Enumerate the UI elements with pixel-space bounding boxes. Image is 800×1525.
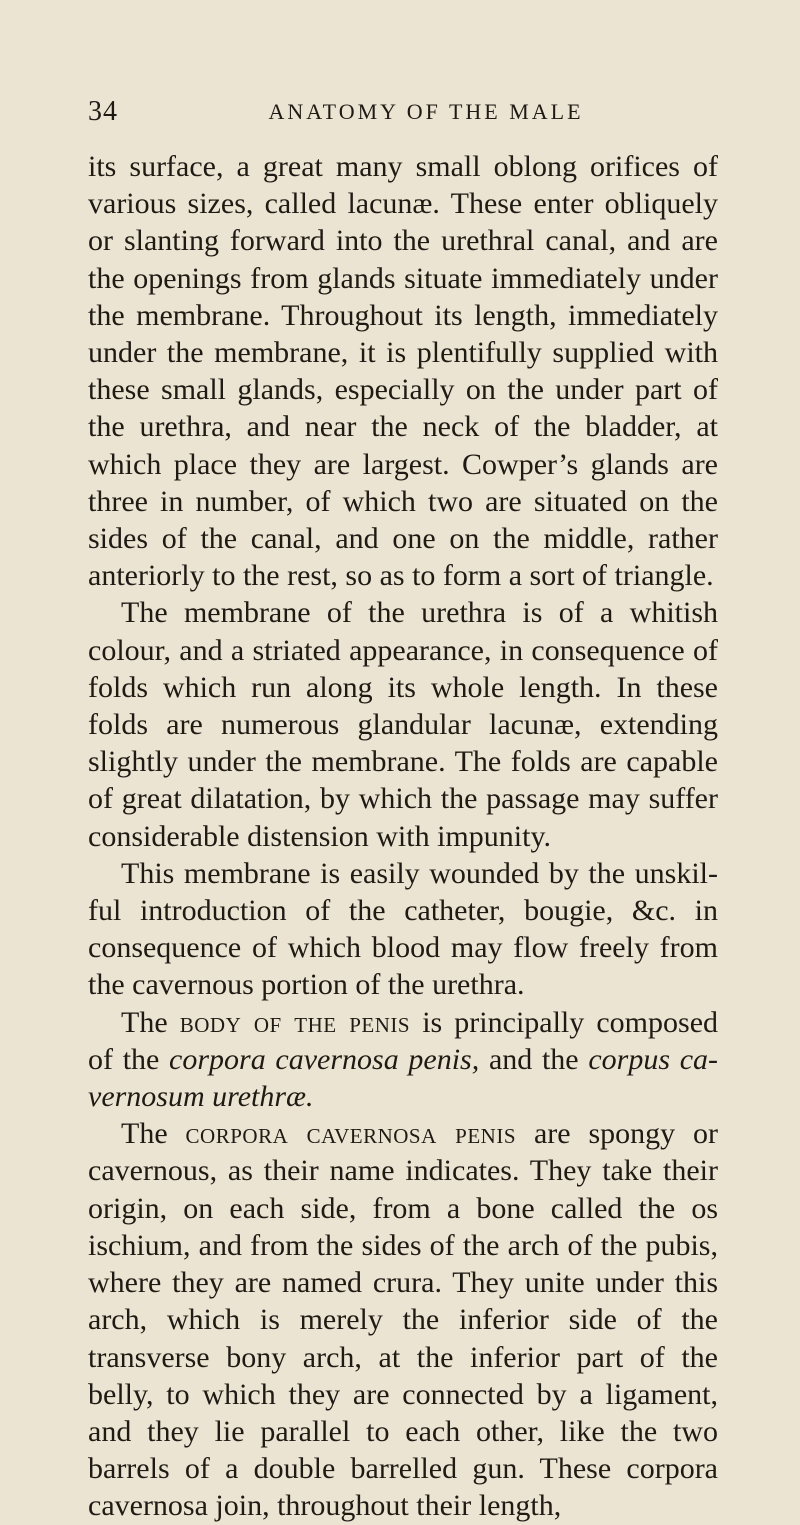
running-head: ANATOMY OF THE MALE bbox=[268, 99, 584, 124]
term-corpus-cavernosum-urethrae: corpus cavernosum urethræ. bbox=[88, 1042, 719, 1114]
paragraph-4-lead: The bbox=[121, 1005, 168, 1039]
paragraph-4 bbox=[88, 1004, 718, 1116]
paragraph-3: This membrane is easily wounded by the unskilful introduction of the catheter, bougie, &c. in consequence of which blood may flow freely from the cavernous portion of the urethra. bbox=[88, 856, 718, 1002]
paragraph-5-lead: The bbox=[121, 1117, 168, 1151]
paragraph-2: The membrane of the urethra is of a whitish colour, and a striated appearance, in consequence of folds which run along its whole length. In these folds are numerous glandular lacunæ, extending slightly under the membrane. The folds are capable of great dilatation, by which the passage may suffer considerable distension with impunity. bbox=[88, 596, 718, 853]
paragraph-5 bbox=[88, 1115, 718, 1524]
term-corpora-cavernosa-penis: corpora cavernosa penis, bbox=[169, 1042, 480, 1076]
page-number: 34 bbox=[88, 96, 118, 127]
body-text bbox=[88, 148, 718, 1525]
page-header bbox=[88, 96, 718, 136]
term-corpora-cavernosa-penis-heading: corpora cavernosa penis bbox=[185, 1117, 517, 1151]
paragraph-1: its surface, a great many small oblong orifices of various sizes, called lacunæ. These enter obliquely or slanting forward into the urethral canal, and are the openings from glands situate immediately under the membrane. Throughout its length, immediately under the membrane, it is plentifully supplied with these small glands, especially on the under part of the urethra, and near the neck of the bladder, at which place they are largest. Cowper’s glands are three in number, of which two are situated on the sides of the canal, and one on the middle, rather anteriorly to the rest, so as to form a sort of triangle. bbox=[88, 150, 718, 593]
paragraph-5-rest: are spongy or cavernous, as their name indicates. They take their origin, on each side, from a bone called the os ischium, and from the sides of the arch of the pubis, where they are named crura. They unite under this arch, which is merely the inferior side of the transverse bony arch, at the inferior part of the belly, to which they are connected by a ligament, and they lie parallel to each other, like the two barrels of a double barrelled gun. These corpora cavernosa join, throughout their length, bbox=[88, 1117, 719, 1523]
term-body-of-the-penis: body of the penis bbox=[179, 1005, 411, 1039]
paragraph-4-mid: is principally composed of the bbox=[88, 1005, 719, 1076]
paragraph-4-and: and the bbox=[488, 1042, 579, 1076]
